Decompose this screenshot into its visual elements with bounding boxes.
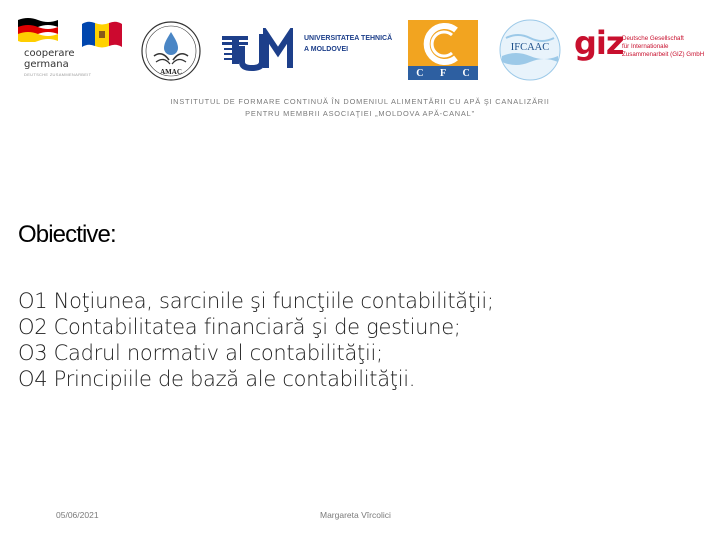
cooperare-germana-logo bbox=[18, 18, 113, 76]
moldova-flag-icon bbox=[80, 20, 124, 48]
ifcaac-logo bbox=[498, 18, 562, 82]
giz-mark: giz bbox=[574, 24, 624, 62]
cfc-logo bbox=[408, 20, 478, 80]
germana-text: germana bbox=[24, 59, 69, 70]
institute-line1: INSTITUTUL DE FORMARE CONTINUĂ ÎN DOMENIUL ALIMENTĂRII CU APĂ ŞI CANALIZĂRII bbox=[170, 97, 550, 106]
objective-item: O2 Contabilitatea financiară şi de gestiune; bbox=[18, 315, 461, 339]
utm-name-line1: UNIVERSITATEA TEHNICĂ bbox=[304, 35, 393, 42]
utm-mark-icon bbox=[222, 28, 302, 72]
cooperare-text: cooperare bbox=[24, 48, 75, 59]
amac-label: AMAC bbox=[160, 68, 182, 76]
germany-flag-icon bbox=[18, 18, 58, 42]
cfc-letters bbox=[408, 66, 478, 80]
utm-logo bbox=[222, 28, 392, 72]
objectives-heading: Obiective: bbox=[18, 221, 116, 248]
amac-logo bbox=[140, 20, 202, 82]
utm-name-line2: A MOLDOVEI bbox=[304, 46, 349, 53]
giz-text-line3: Zusammenarbeit (GIZ) GmbH bbox=[622, 51, 705, 58]
institute-line2: PENTRU MEMBRII ASOCIAŢIEI „MOLDOVA APĂ-CANAL” bbox=[245, 109, 475, 118]
footer-author: Margareta Vîrcolici bbox=[320, 510, 391, 520]
cfc-c-mark-icon bbox=[408, 20, 478, 66]
giz-text-line2: für Internationale bbox=[622, 43, 669, 50]
cfc-letter: C bbox=[462, 67, 470, 79]
giz-logo bbox=[574, 24, 714, 68]
objective-item: O1 Noţiunea, sarcinile şi funcţiile contabilităţii; bbox=[18, 289, 494, 313]
cfc-letter: F bbox=[439, 67, 447, 79]
giz-text-line1: Deutsche Gesellschaft bbox=[622, 35, 684, 42]
footer-date: 05/06/2021 bbox=[56, 510, 99, 520]
cfc-letter: C bbox=[416, 67, 424, 79]
logo-row bbox=[0, 0, 720, 95]
deutsche-zusammenarbeit-text: DEUTSCHE ZUSAMMENARBEIT bbox=[24, 72, 92, 77]
objective-item: O4 Principiile de bază ale contabilităţii. bbox=[18, 367, 416, 391]
ifcaac-label: IFCAAC bbox=[510, 42, 550, 53]
objectives-list bbox=[18, 288, 494, 392]
objective-item: O3 Cadrul normativ al contabilităţii; bbox=[18, 341, 383, 365]
